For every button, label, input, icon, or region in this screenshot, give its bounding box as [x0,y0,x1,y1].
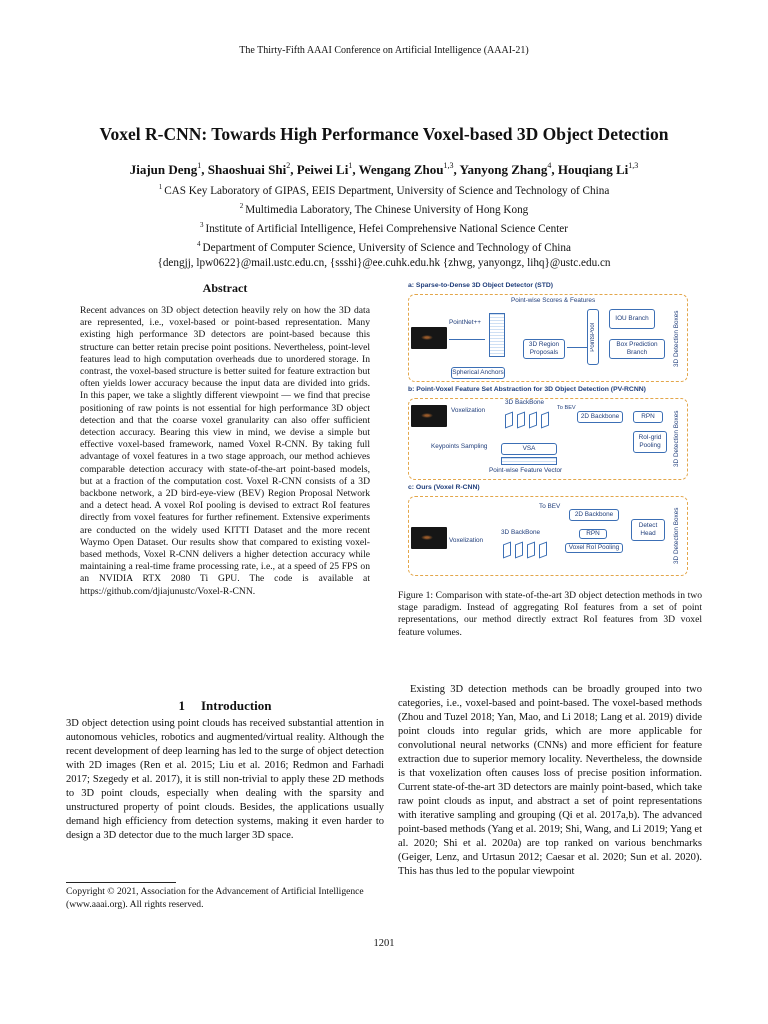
figure-1-diagram [404,282,700,582]
affiliation-line: $^3$ Institute of Artificial Intelligence, Hefei Comprehensive National Science Center [199,221,569,235]
copyright-notice [66,882,384,911]
vsa-block: VSA [501,443,557,455]
intro-paragraph: Existing 3D detection methods can be broadly grouped into two categories, i.e., voxel-based and point-based. The voxel-based methods (Zhou and Tuzel 2018; Yan, Mao, and Li 2018; Lang et al. 2019) divide point clouds into regular grids, which are more applicable for convolutional neural networks (CNNs) and more efficient for feature extraction due to superior memory locality. Nevertheless, the downside is that voxelization often causes loss of precise position information. Current state-of-the-art 3D detectors are mainly point-based, which take raw point clouds as input, and abstract a set of point representations with iterative sampling and grouping (Qi et al. 2017a,b). The advanced point-based methods (Yang et al. 2019; Shi, Wang, and Li 2019; Yang et al. 2020; Shi et al. 2020a) are top ranked on various benchmarks (Geiger, Lenz, and Urtasun 2012; Caesar et al. 2020; Sun et al. 2020). This has thus led to the popular viewpoint [398,684,702,877]
section-number: 1 [178,698,185,713]
point-cloud-image [411,527,447,549]
detection-boxes-label: 3D Detection Boxes [673,507,680,565]
section-title: Introduction [200,698,272,713]
panel-a-box [408,294,688,382]
panel-c-box [408,496,688,576]
iou-branch-block: IOU Branch [609,309,655,329]
voxelization-label: Voxelization [449,537,484,544]
spherical-anchors-block: Spherical Anchors [451,367,505,379]
voxel-feature-cube [541,412,549,429]
author-name: Houqiang Li [557,162,629,177]
panel-c-label: c: Ours (Voxel R-CNN) [408,484,480,491]
author-affil-sup: 1 [197,161,202,170]
voxel-roi-pooling-block: Voxel RoI Pooling [565,543,623,553]
to-bev-label: To BEV [539,503,561,510]
email-line: {dengjj, lpw0622}@mail.ustc.edu.cn, {ssshi}@ee.cuhk.edu.hk {zhwg, yanyongz, lihq}@ustc.edu.cn [157,257,611,269]
pointwise-vector-label: Point-wise Feature Vector [489,467,563,474]
arrow [449,339,485,340]
author-affil-sup: 4 [547,161,552,170]
point-feature-strip [501,457,557,465]
figure-caption: Figure 1: Comparison with state-of-the-art 3D object detection methods in two stage paradigm. Instead of aggregating RoI features from a set of point representations, our method directly extract RoI features from 3D voxel feature volumes. [398,590,702,638]
author-name: Yanyong Zhang [459,162,548,177]
backbone2d-block: 2D Backbone [577,411,623,423]
box-prediction-block: Box Prediction Branch [609,339,665,359]
author-name: Wengang Zhou [358,162,444,177]
to-bev-label: To BEV [557,405,576,411]
author-affil-sup: 1 [348,161,353,170]
point-cloud-image [411,405,447,427]
affiliation-line: $^4$ Department of Computer Science, University of Science and Technology of China [197,240,571,254]
voxel-feature-cube [539,542,547,559]
point-feature-stack [489,313,505,357]
rpn-block: RPN [579,529,607,539]
author-name: Shaoshuai Shi [207,162,287,177]
panel-b-label: b: Point-Voxel Feature Set Abstraction for 3D Object Detection (PV-RCNN) [408,386,646,393]
affiliation-line: $^1$ CAS Key Laboratory of GIPAS, EEIS Department, University of Science and Technology of China [158,183,610,197]
detection-boxes-label: 3D Detection Boxes [673,410,680,468]
voxel-feature-cube [517,412,525,429]
author-affil-sup: 1,3 [443,161,454,170]
author-affil-sup: 1,3 [628,161,639,170]
region-proposals-block: 3D Region Proposals [523,339,565,359]
pointspool-block: PointsPool [587,309,599,365]
voxel-feature-cube [527,542,535,559]
detect-head-block: Detect Head [631,519,665,541]
intro-right-column [398,683,702,879]
author-affil-sup: 2 [286,161,291,170]
intro-left-column [66,717,384,843]
abstract-text: Recent advances on 3D object detection heavily rely on how the 3D data are represented, i.e., voxel-based or point-based representation. Many existing high performance 3D detectors are point-based because this structure can better retain precise point positions. Nevertheless, point-level features lead to high computation overheads due to unordered storage. In contrast, the voxel-based structure is better suited for feature extraction but often yields lower accuracy because the input data are divided into grids. In this paper, we take a slightly different viewpoint — we find that precise positioning of raw points is not essential for high performance 3D object detection and that the coarse voxel granularity can also offer sufficient detection accuracy. Bearing this view in mind, we devise a simple but effective voxel-based framework, named Voxel R-CNN. By taking full advantage of voxel features in a two stage approach, our method achieves comparable detection accuracy with state-of-the-art point-based models, but at a fraction of the computation cost. Voxel R-CNN consists of a 3D backbone network, a 2D bird-eye-view (BEV) Region Proposal Network and a detect head. A voxel RoI pooling is devised to extract RoI features directly from voxel features for further refinement. Extensive experiments are conducted on the widely used KITTI Dataset and the more recent Waymo Open Dataset. Our results show that compared to existing voxel-based methods, Voxel R-CNN delivers a higher detection accuracy while maintaining a real-time frame processing rate, i.e., at a speed of 25 FPS on an NVIDIA RTX 2080 Ti GPU. The code is available at https://github.com/djiajunustc/Voxel-R-CNN. [80,305,370,597]
keypoints-label: Keypoints Sampling [431,443,488,450]
panel-a-label: a: Sparse-to-Dense 3D Object Detector (STD) [408,282,554,289]
pointwise-label: Point-wise Scores & Features [511,297,596,304]
author-list: Jiajun Deng$^1$, Shaoshuai Shi$^2$, Peiwei Li$^1$, Wengang Zhou$^{1,3}$, Yanyong Zhang$^4$, Houqiang Li$^{1,3}$ [129,161,639,177]
abstract-body [80,305,370,598]
affiliations [0,180,768,271]
voxelization-label: Voxelization [451,407,486,414]
page-number: 1201 [373,938,395,949]
pointnet-label: PointNet++ [449,319,481,326]
voxel-feature-cube [529,412,537,429]
author-name: Jiajun Deng [129,162,198,177]
section-heading-introduction [66,698,384,714]
backbone3d-label: 3D BackBone [501,529,541,536]
copyright-text: Copyright © 2021, Association for the Advancement of Artificial Intelligence (www.aaai.org). All rights reserved. [66,886,364,910]
conference-header: The Thirty-Fifth AAAI Conference on Artificial Intelligence (AAAI-21) [239,45,529,56]
rpn-block: RPN [633,411,663,423]
panel-b-box [408,398,688,480]
abstract-heading: Abstract [202,281,248,295]
affiliation-line: $^2$ Multimedia Laboratory, The Chinese University of Hong Kong [239,202,529,216]
author-name: Peiwei Li [296,162,349,177]
detection-boxes-label: 3D Detection Boxes [673,310,680,368]
paper-title: Voxel R-CNN: Towards High Performance Voxel-based 3D Object Detection [99,124,669,144]
backbone2d-block: 2D Backbone [569,509,619,521]
intro-paragraph: 3D object detection using point clouds has received substantial attention in autonomous vehicles, robotics and augmented/virtual reality. Although the recent development of deep learning has led to the surge of object detection with 2D images (Ren et al. 2015; Liu et al. 2016; Redmon and Farhadi 2017; Szegedy et al. 2017), it is still non-trivial to apply these 2D methods to 3D point clouds, especially when dealing with the sparsity and unstructured property of point clouds. Besides, the applications usually demand high efficiency from detection systems, making it even harder to design a 3D detector due to the much larger 3D space. [66,718,384,841]
footnote-rule [66,882,176,883]
voxel-feature-cube [503,542,511,559]
roi-grid-pooling-block: RoI-grid Pooling [633,431,667,453]
point-cloud-image [411,327,447,349]
voxel-feature-cube [515,542,523,559]
arrow [567,347,587,348]
backbone3d-label: 3D BackBone [505,399,545,406]
voxel-feature-cube [505,412,513,429]
